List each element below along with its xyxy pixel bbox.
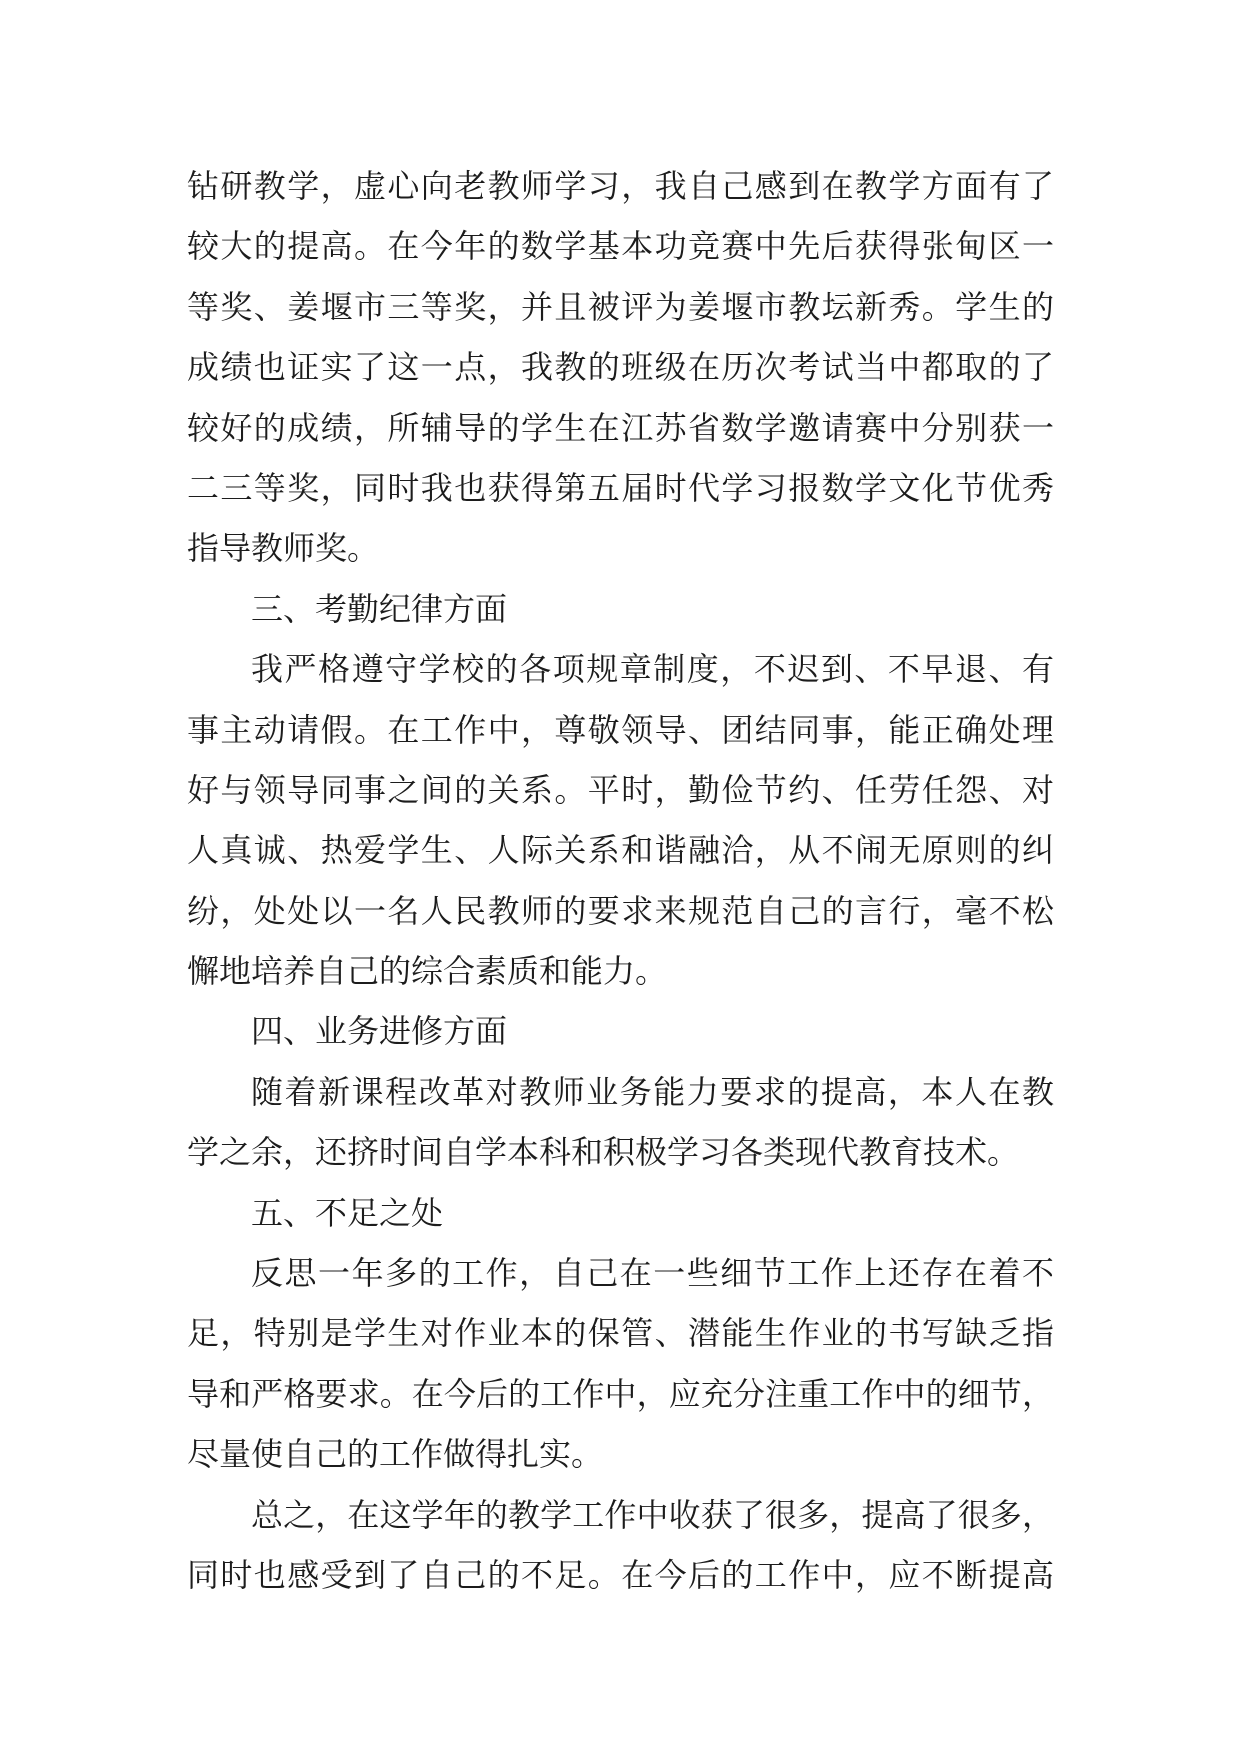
section-heading <box>187 1001 1054 1061</box>
text-line: 足，特别是学生对作业本的保管、潜能生作业的书写缺乏指 <box>187 1314 1054 1353</box>
text-line: 事主动请假。在工作中，尊敬领导、团结同事，能正确处理 <box>187 710 1054 749</box>
text-line: 同时也感受到了自己的不足。在今后的工作中，应不断提高 <box>187 1555 1054 1594</box>
text-line: 反思一年多的工作，自己在一些细节工作上还存在着不 <box>251 1254 1054 1293</box>
text-line: 尽量使自己的工作做得扎实。 <box>187 1435 604 1474</box>
document-body <box>187 156 1054 1605</box>
text-line: 纷，处处以一名人民教师的要求来规范自己的言行，毫不松 <box>187 891 1054 930</box>
text-line: 人真诚、热爱学生、人际关系和谐融洽，从不闹无原则的纠 <box>187 831 1054 870</box>
text-line: 成绩也证实了这一点，我教的班级在历次考试当中都取的了 <box>187 348 1054 387</box>
text-line: 钻研教学，虚心向老教师学习，我自己感到在教学方面有了 <box>187 167 1054 205</box>
text-line: 导和严格要求。在今后的工作中，应充分注重工作中的细节， <box>187 1374 1054 1413</box>
text-line: 总之，在这学年的教学工作中收获了很多，提高了很多， <box>251 1495 1054 1534</box>
paragraph <box>187 156 1054 579</box>
text-line: 懈地培养自己的综合素质和能力。 <box>187 952 668 991</box>
paragraph <box>187 639 1054 1001</box>
section-heading <box>187 579 1054 639</box>
text-line: 我严格遵守学校的各项规章制度，不迟到、不早退、有 <box>251 650 1054 689</box>
paragraph <box>187 1243 1054 1485</box>
paragraph <box>187 1485 1054 1606</box>
section-heading <box>187 1183 1054 1243</box>
text-line: 指导教师奖。 <box>187 529 380 568</box>
text-line: 较大的提高。在今年的数学基本功竞赛中先后获得张甸区一 <box>187 227 1054 266</box>
text-line: 等奖、姜堰市三等奖，并且被评为姜堰市教坛新秀。学生的 <box>187 287 1054 326</box>
section-heading-text: 三、考勤纪律方面 <box>251 589 508 628</box>
text-line: 学之余，还挤时间自学本科和积极学习各类现代教育技术。 <box>187 1133 1020 1172</box>
section-heading-text: 四、业务进修方面 <box>251 1012 508 1051</box>
text-line: 二三等奖，同时我也获得第五届时代学习报数学文化节优秀 <box>187 468 1054 507</box>
section-heading-text: 五、不足之处 <box>251 1193 444 1232</box>
text-line: 较好的成绩，所辅导的学生在江苏省数学邀请赛中分别获一 <box>187 408 1054 447</box>
paragraph <box>187 1062 1054 1183</box>
text-line: 好与领导同事之间的关系。平时，勤俭节约、任劳任怨、对 <box>187 770 1054 809</box>
text-line: 随着新课程改革对教师业务能力要求的提高，本人在教 <box>251 1072 1054 1111</box>
